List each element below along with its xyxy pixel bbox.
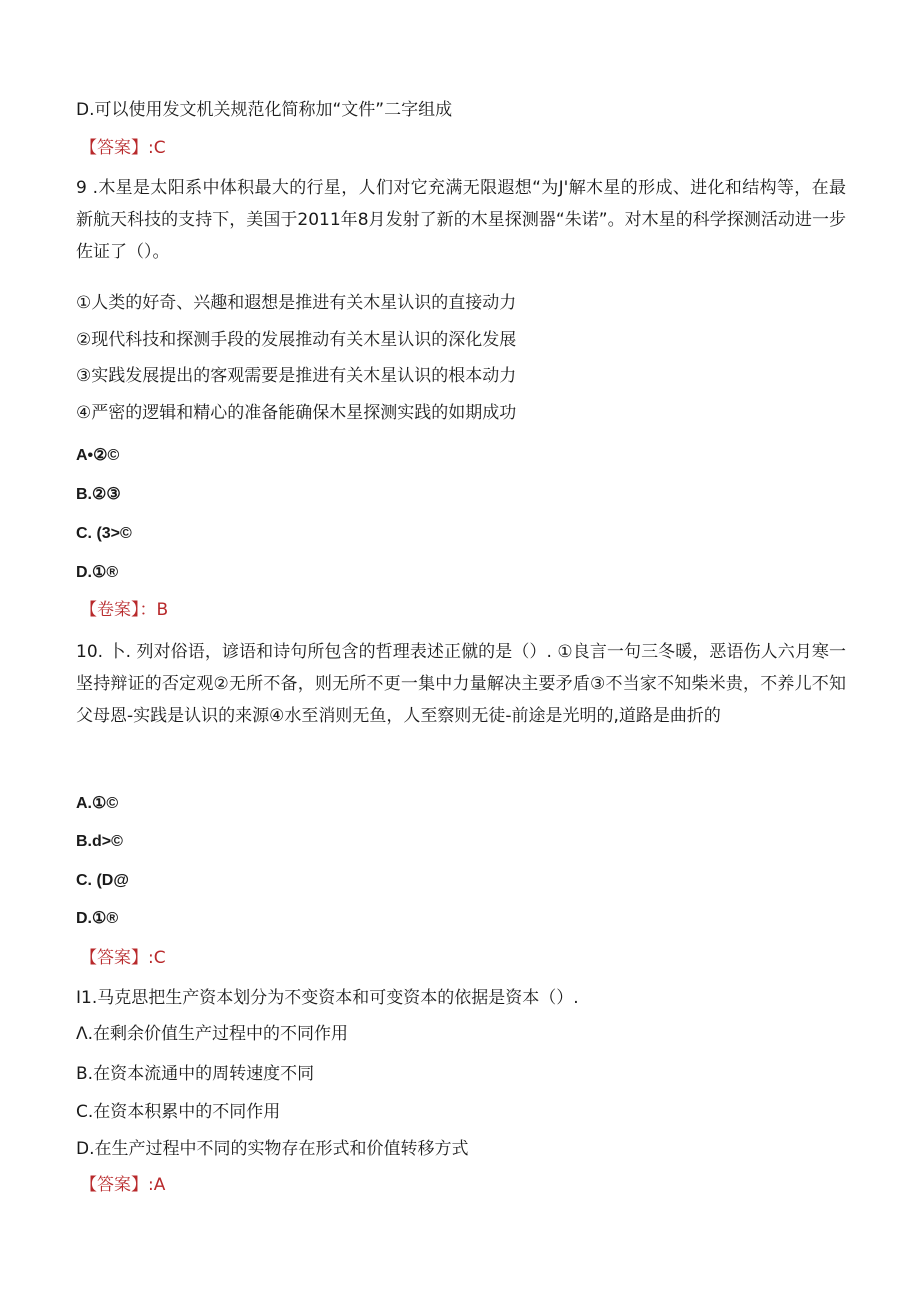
question-9-option-c: C. (3>© [76, 525, 132, 542]
question-9-option-d: D.①® [76, 564, 119, 581]
question-10-option-b: B.d>© [76, 833, 123, 850]
question-11-option-d: D.在生产过程中不同的实物存在形式和价值转移方式 [76, 1139, 469, 1159]
question-10-option-a: A.①© [76, 795, 119, 812]
question-10-option-d: D.①® [76, 910, 119, 927]
question-9-answer: 【卷案】：B [80, 600, 169, 620]
question-11-option-a: Λ.在剩余价值生产过程中的不同作用 [76, 1024, 349, 1044]
question-8-answer: 【答案】:C [80, 138, 166, 158]
question-10-answer: 【答案】:C [80, 948, 166, 968]
question-9-option-b: B.②③ [76, 486, 121, 503]
question-9-statement-2: ②现代科技和探测手段的发展推动有关木星认识的深化发展 [76, 330, 517, 350]
question-10-stem: 10. 卜. 列对俗语，谚语和诗句所包含的哲理表述正僦的是（）. ①良言一句三冬暖，恶语伤人六月寒一坚持辩证的否定观②无所不备，则无所不更一集中力量解决主要矛盾③不当家不知柴米贵，不养儿不知父母恩-实践是认识的来源④水至消则无鱼，人至察则无徒-前途是光明的,道路是曲折的 [76, 642, 846, 726]
question-9-option-a: A•②© [76, 447, 120, 464]
question-11-stem: I1.马克思把生产资本划分为不变资本和可变资本的依据是资本（）. [76, 988, 579, 1008]
question-11-option-b: B.在资本流通中的周转速度不同 [76, 1064, 315, 1084]
question-10-option-c: C. (D@ [76, 872, 129, 889]
question-9-statement-4: ④严密的逻辑和精心的准备能确保木星探测实践的如期成功 [76, 403, 517, 423]
question-9-statement-3: ③实践发展提出的客观需要是推进有关木星认识的根本动力 [76, 366, 517, 386]
question-9-stem: 9 .木星是太阳系中体积最大的行星，人们对它充满无限遐想“为J'解木星的形成、进化和结构等，在最新航天科技的支持下，美国于2011年8月发射了新的木星探测器“朱诺”。对木星的科学探测活动进一步佐证了（）。 [76, 178, 846, 262]
question-11-answer: 【答案】:A [80, 1175, 166, 1195]
question-11-option-c: C.在资本积累中的不同作用 [76, 1102, 281, 1122]
question-8-option-d: D.可以使用发文机关规范化简称加“文件”二字组成 [76, 100, 453, 120]
question-9-statement-1: ①人类的好奇、兴趣和遐想是推进有关木星认识的直接动力 [76, 293, 517, 313]
